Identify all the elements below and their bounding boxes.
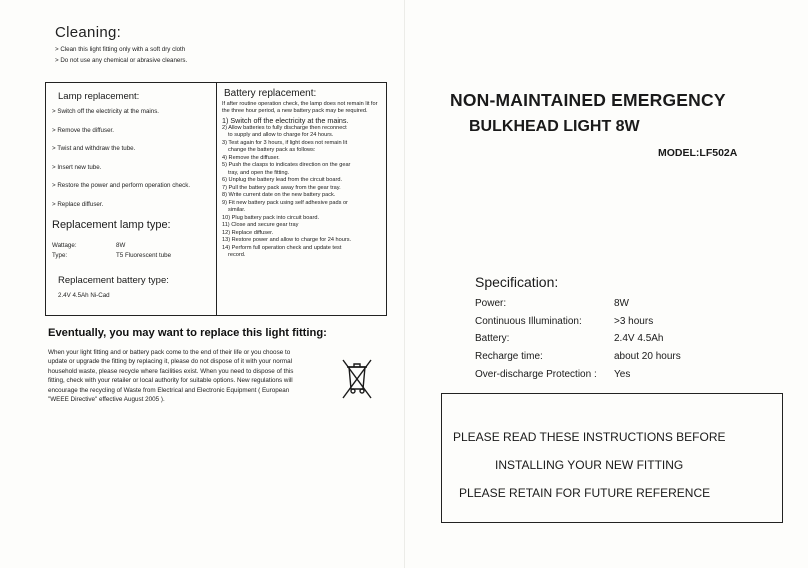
battery-step: 12) Replace diffuser. [222,229,274,236]
eventually-heading: Eventually, you may want to replace this light fitting: [48,327,327,339]
type-label: Type: [52,252,68,259]
battery-step: 1) Switch off the electricity at the mains. [222,115,349,125]
disposal-line: When your light fitting and or battery pack come to the end of their life or you choose to [48,349,291,356]
wattage-value: 8W [116,242,126,249]
battery-step: record. [228,252,246,259]
disposal-line: fitting, check with your retailer or local authority for suitable options. New regulations will [48,377,293,385]
battery-step: change the battery pack as follows: [228,147,316,154]
spec-label: Over-discharge Protection : [475,368,597,380]
spec-label: Recharge time: [475,351,543,363]
battery-step: similar. [228,207,246,214]
spec-value: 8W [614,298,629,310]
battery-step: 14) Perform full operation check and update test [222,244,342,251]
crossed-out-wheelie-bin-icon [340,356,374,402]
lamp-step: > Twist and withdraw the tube. [52,145,136,152]
type-row [52,252,171,262]
disposal-line: encourage the recycling of Waste from Electrical and Electronic Equipment ( European [48,386,290,394]
battery-step: 9) Fit new battery pack using self adhesive pads or [222,199,348,206]
spec-value: >3 hours [614,315,654,327]
spec-row [475,313,681,331]
notice-retain: PLEASE RETAIN FOR FUTURE REFERENCE [459,486,711,500]
battery-step: 8) Write current date on the new battery pack. [222,192,336,199]
lamp-replacement-steps [52,108,190,219]
battery-step: 2) Allow batteries to fully discharge then reconnect [222,124,347,131]
specification-heading: Specification: [475,274,559,290]
lamp-specs [52,242,171,262]
specification-table [475,295,681,383]
page-fold [404,0,405,568]
battery-step: 4) Remove the diffuser. [222,154,280,161]
type-value: T5 Fluorescent tube [116,252,172,259]
product-title: NON-MAINTAINED EMERGENCY [450,90,726,110]
spec-label: Battery: [475,333,510,345]
disposal-line: "WEEE Directive" effective August 2005 ). [48,396,165,404]
spec-row [475,295,681,313]
replacement-battery-value: 2.4V 4.5Ah Ni-Cad [58,292,110,299]
spec-label: Continuous Illumination: [475,315,582,327]
battery-step: 6) Unplug the battery lead from the circuit board. [222,177,343,184]
cleaning-item: > Do not use any chemical or abrasive cleaners. [55,57,188,65]
cleaning-item: > Clean this light fitting only with a soft dry cloth [55,46,186,53]
wattage-row [52,242,171,252]
spec-value: 2.4V 4.5Ah [614,333,664,345]
replacement-battery-type-heading: Replacement battery type: [58,275,169,286]
lamp-step: > Switch off the electricity at the mains. [52,108,160,115]
lamp-step: > Remove the diffuser. [52,126,114,134]
battery-step: 11) Close and secure gear tray [222,222,299,229]
spec-row [475,330,681,348]
disposal-paragraph [48,348,348,405]
disposal-line: update or upgrade the fitting by replacing it, please do not dispose of it with your normal [48,358,292,366]
replacement-lamp-type-heading: Replacement lamp type: [52,219,171,231]
spec-label: Power: [475,298,507,310]
box-divider [216,82,217,316]
lamp-replacement-heading: Lamp replacement: [58,91,140,102]
cleaning-heading: Cleaning: [55,24,122,41]
lamp-step: > Restore the power and perform operation check. [52,182,191,189]
battery-step: tray, and open the fitting. [228,169,290,176]
spec-row [475,365,681,383]
spec-value: about 20 hours [614,351,681,363]
battery-step: 7) Pull the battery pack away from the gear tray. [222,184,341,191]
lamp-step: > Replace diffuser. [52,200,104,208]
battery-replacement-heading: Battery replacement: [224,88,317,99]
wattage-label: Wattage: [52,242,77,249]
spec-value: Yes [614,368,631,380]
lamp-step: > Insert new tube. [52,163,102,171]
battery-step: 13) Restore power and allow to charge for 24 hours. [222,237,352,244]
model-number: MODEL:LF502A [658,147,738,159]
disposal-line: household waste, please recycle where facilities exist. When you need to dispose of this [48,367,294,375]
cleaning-list [55,46,187,68]
battery-step: 10) Plug battery pack into circuit board. [222,214,320,221]
battery-step: 3) Test again for 3 hours, if light does not remain lit [222,139,348,146]
notice-read-instructions: PLEASE READ THESE INSTRUCTIONS BEFORE [453,430,726,444]
battery-intro: If after routine operation check, the lamp does not remain lit for the three hour period, a new battery pack may be required. [222,101,378,115]
product-subtitle: BULKHEAD LIGHT 8W [469,118,640,135]
battery-replacement-steps [222,101,382,260]
spec-row [475,348,681,366]
notice-installing: INSTALLING YOUR NEW FITTING [495,458,684,472]
battery-step: to supply and allow to charge for 24 hours. [228,132,334,139]
battery-step: 5) Push the clasps to indicates direction on the gear [222,162,351,169]
